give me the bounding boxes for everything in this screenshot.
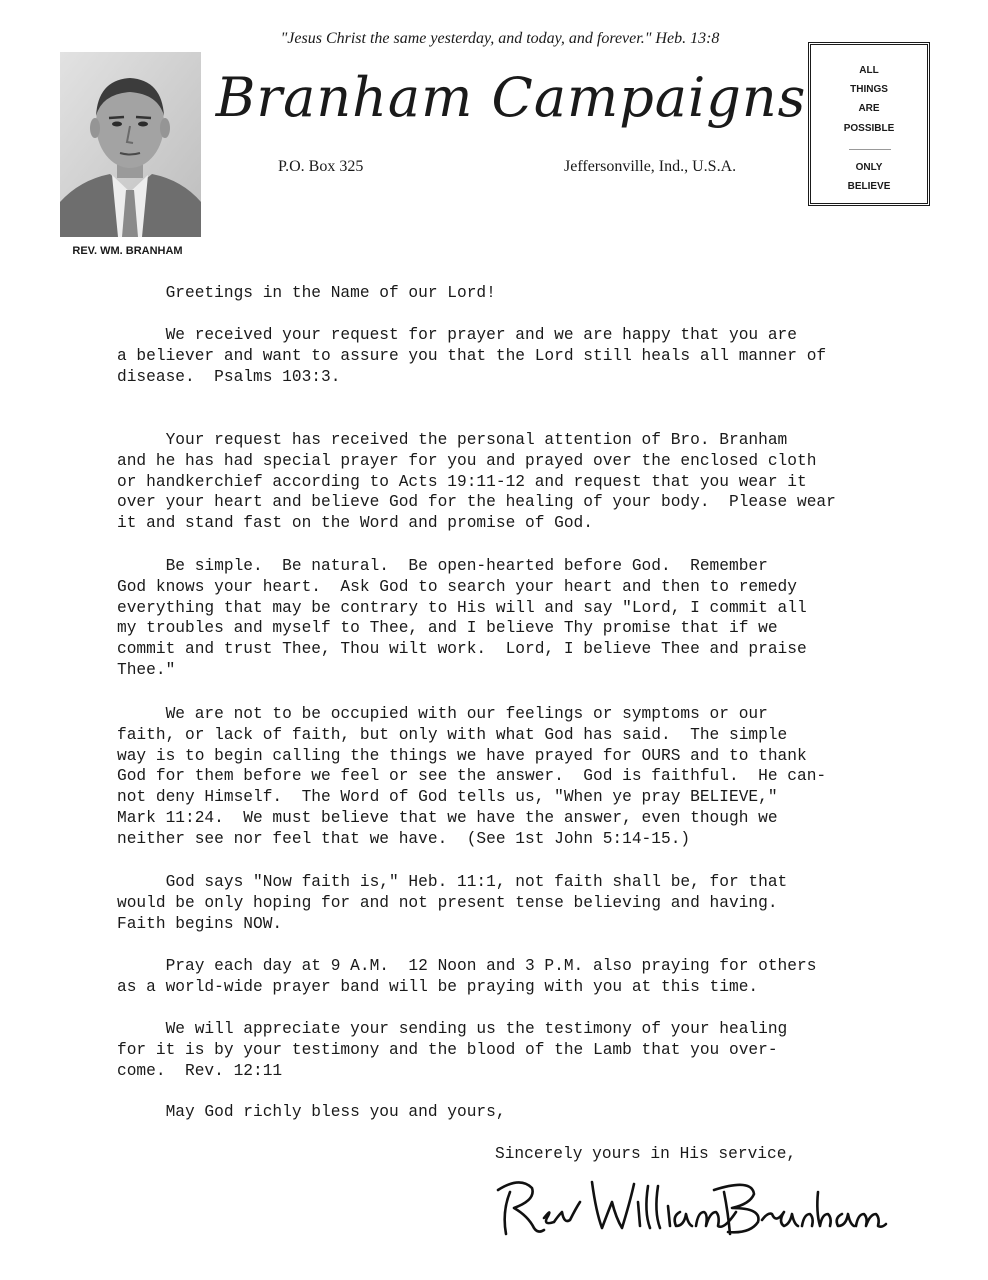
letter-paragraph: God says "Now faith is," Heb. 11:1, not faith shall be, for that would be only hoping for and not present tense believing and having. Faith begins NOW. — [117, 873, 788, 933]
motto-divider — [849, 149, 891, 150]
scripture-verse: "Jesus Christ the same yesterday, and today, and forever." Heb. 13:8 — [280, 30, 720, 47]
motto-line: BELIEVE — [847, 181, 891, 192]
letter-paragraph: We received your request for prayer and we are happy that you are a believer and want to assure you that the Lord still heals all manner of disease. Psalms 103:3. — [117, 326, 827, 386]
letter-paragraph: May God richly bless you and yours, — [117, 1103, 506, 1121]
organization-title: Branham Campaigns — [215, 66, 807, 129]
motto-line: THINGS — [850, 84, 888, 95]
po-box: P.O. Box 325 — [278, 158, 364, 175]
letter-paragraph: Pray each day at 9 A.M. 12 Noon and 3 P.M. also praying for others as a world-wide prayer band will be praying with you at this time. — [117, 957, 817, 996]
portrait-image — [60, 52, 201, 237]
motto-line: POSSIBLE — [843, 123, 895, 134]
letter-paragraph: Your request has received the personal attention of Bro. Branham and he has had special prayer for you and prayed over the enclosed cloth or handkerchief according to Acts 19:11-12 and request that you wear it over your heart and believe God for the healing of your body. Please wear it and stand fast on the Word and promise of God. — [117, 431, 836, 533]
letter-paragraph: Be simple. Be natural. Be open-hearted before God. Remember God knows your heart. Ask God to search your heart and then to remedy everything that may be contrary to His will and say "Lord, I commit all my troubles and myself to Thee, and I believe Thy promise that if we commit and trust Thee, Thou wilt work. Lord, I believe Thee and praise Thee." — [117, 557, 807, 679]
photo-caption: REV. WM. BRANHAM — [72, 245, 183, 257]
motto-line: ALL — [859, 65, 879, 76]
motto-line: ARE — [858, 103, 880, 114]
handwritten-signature — [492, 1172, 892, 1250]
letter-paragraph: We are not to be occupied with our feelings or symptoms or our faith, or lack of faith, but only with what God has said. The simple way is to begin calling the things we have prayed for OURS and to thank God for them before we feel or see the answer. God is faithful. He can- not deny Himself. The Word of God tells us, "When ye pray BELIEVE," Mark 11:24. We must believe that we have the answer, even though we neither see nor feel that we have. (See 1st John 5:14-15.) — [117, 705, 827, 848]
letter-paragraph: We will appreciate your sending us the testimony of your healing for it is by your testimony and the blood of the Lamb that you over- come. Rev. 12:11 — [117, 1020, 788, 1080]
motto-line: ONLY — [855, 162, 883, 173]
city-address: Jeffersonville, Ind., U.S.A. — [564, 158, 737, 175]
letter-closing: Sincerely yours in His service, — [495, 1145, 797, 1163]
portrait-photo — [60, 52, 201, 237]
motto-box — [808, 42, 930, 206]
letter-greeting: Greetings in the Name of our Lord! — [117, 284, 496, 302]
